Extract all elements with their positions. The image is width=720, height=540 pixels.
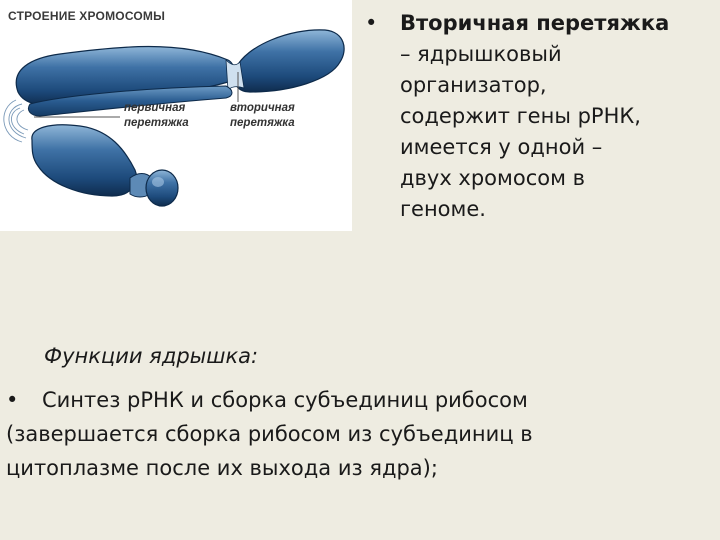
description-line: – ядрышковый [400, 42, 562, 66]
description-line: имеется у одной – [400, 135, 603, 159]
chromosome-figure [0, 0, 352, 231]
bullet: • [365, 11, 378, 35]
chromatid-bottom-arm [32, 125, 137, 196]
primary-constriction-label: первичная перетяжка [124, 102, 189, 129]
bullet: • [6, 388, 19, 412]
chromosome-satellite [146, 170, 178, 206]
functions-list-item [6, 383, 716, 485]
functions-line-text: (завершается сборка рибосом из субъединиц в [6, 422, 533, 446]
functions-line [6, 383, 716, 417]
description-line: содержит гены рРНК, [400, 104, 641, 128]
functions-title: Функции ядрышка: [44, 344, 259, 368]
description-line: двух хромосом в [400, 166, 586, 190]
description-line: организатор, [400, 73, 547, 97]
functions-line-text: цитоплазме после их выхода из ядра); [6, 456, 438, 480]
description-heading: Вторичная перетяжка [400, 11, 670, 35]
spindle-fibers [4, 100, 28, 142]
chromatid-top-right-arm [234, 30, 344, 92]
description-line: геноме. [400, 197, 486, 221]
secondary-constriction-description [365, 8, 715, 225]
secondary-constriction-label: вторичная перетяжка [230, 102, 295, 129]
figure-caption: СТРОЕНИЕ ХРОМОСОМЫ [8, 9, 166, 23]
functions-line-text: Синтез рРНК и сборка субъединиц рибосом [42, 388, 528, 412]
